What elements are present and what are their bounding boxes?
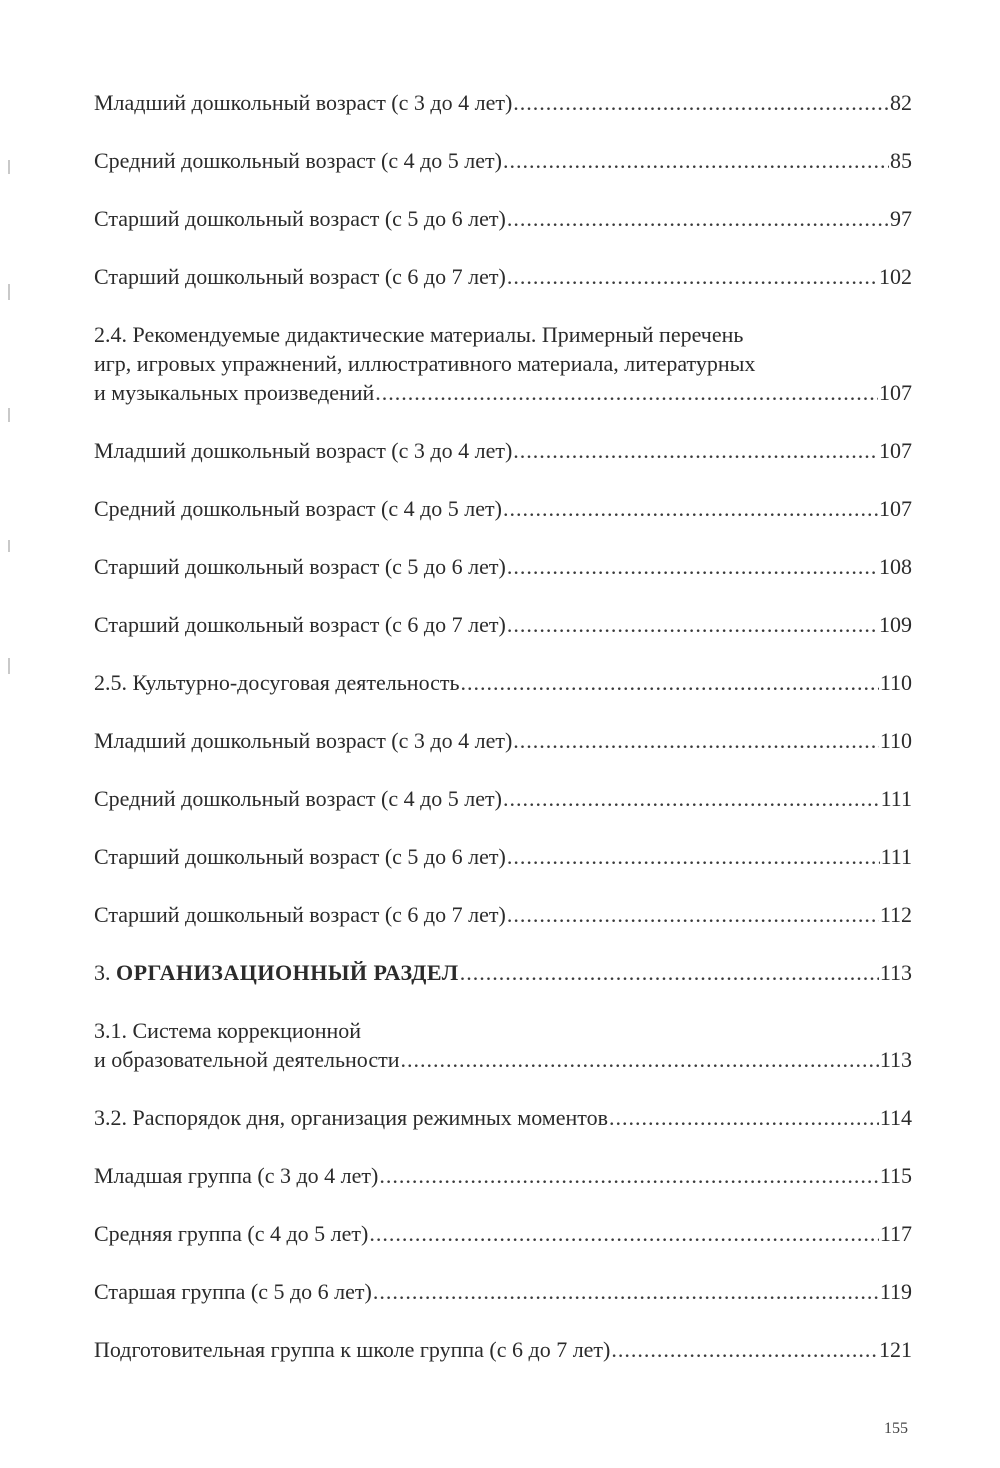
dot-leader — [503, 784, 880, 813]
toc-entry-title: 2.5. Культурно-досуговая деятельность — [94, 670, 460, 695]
dot-leader — [507, 552, 878, 581]
dot-leader — [507, 204, 889, 233]
toc-entry[interactable] — [94, 726, 912, 755]
toc-entry[interactable] — [94, 1277, 912, 1306]
toc-page-number: 97 — [890, 206, 912, 231]
toc-entry[interactable] — [94, 1219, 912, 1248]
dot-leader — [609, 1103, 879, 1132]
dot-leader — [513, 88, 889, 117]
toc-page-number: 85 — [890, 148, 912, 173]
table-of-contents — [94, 88, 912, 1393]
toc-page-number: 102 — [879, 264, 912, 289]
toc-page-number: 110 — [879, 728, 912, 753]
dot-leader — [513, 436, 878, 465]
toc-page-number: 121 — [879, 1337, 912, 1362]
dot-leader — [507, 262, 878, 291]
toc-entry[interactable] — [94, 320, 912, 407]
toc-entry[interactable] — [94, 494, 912, 523]
section-title: ОРГАНИЗАЦИОННЫЙ РАЗДЕЛ — [116, 960, 459, 985]
toc-page-number: 107 — [879, 438, 912, 463]
toc-page-number: 112 — [879, 902, 912, 927]
toc-page-number: 114 — [879, 1105, 912, 1130]
toc-page-number: 111 — [880, 786, 912, 811]
toc-entry-title: Младший дошкольный возраст (с 3 до 4 лет) — [94, 90, 513, 115]
toc-entry-title-line: 2.4. Рекомендуемые дидактические материалы. Примерный перечень — [94, 322, 744, 347]
toc-entry[interactable] — [94, 1016, 912, 1074]
toc-entry-title: Средний дошкольный возраст (с 4 до 5 лет) — [94, 496, 502, 521]
toc-page-number: 109 — [879, 612, 912, 637]
toc-entry-title: Младший дошкольный возраст (с 3 до 4 лет) — [94, 728, 513, 753]
toc-page-number: 108 — [879, 554, 912, 579]
toc-entry[interactable] — [94, 784, 912, 813]
dot-leader — [460, 958, 879, 987]
toc-entry[interactable] — [94, 610, 912, 639]
toc-entry-title: и образовательной деятельности — [94, 1047, 400, 1072]
toc-page-number: 113 — [879, 1047, 912, 1072]
toc-page-number: 82 — [890, 90, 912, 115]
toc-page-number: 111 — [880, 844, 912, 869]
toc-entry-title: Младший дошкольный возраст (с 3 до 4 лет) — [94, 438, 513, 463]
toc-entry-title: Старшая группа (с 5 до 6 лет) — [94, 1279, 372, 1304]
toc-page-number: 107 — [879, 380, 912, 405]
toc-entry-title: и музыкальных произведений — [94, 380, 375, 405]
toc-entry[interactable] — [94, 552, 912, 581]
toc-page-number: 113 — [879, 960, 912, 985]
toc-entry-title: Подготовительная группа к школе группа (с 6 до 7 лет) — [94, 1337, 611, 1362]
toc-entry[interactable] — [94, 88, 912, 117]
dot-leader — [503, 494, 878, 523]
dot-leader — [507, 610, 878, 639]
toc-entry[interactable] — [94, 1103, 912, 1132]
toc-entry-title-line: игр, игровых упражнений, иллюстративного материала, литературных — [94, 351, 756, 376]
scan-margin-mark — [8, 540, 10, 552]
toc-page-number: 115 — [879, 1163, 912, 1188]
dot-leader — [461, 668, 879, 697]
toc-entry[interactable] — [94, 146, 912, 175]
dot-leader — [373, 1277, 879, 1306]
page-number: 155 — [884, 1420, 908, 1437]
dot-leader — [375, 378, 878, 407]
toc-page-number: 107 — [879, 496, 912, 521]
toc-entry-title: Старший дошкольный возраст (с 6 до 7 лет) — [94, 612, 506, 637]
toc-entry[interactable] — [94, 1335, 912, 1364]
scan-margin-mark — [8, 658, 10, 674]
toc-entry[interactable] — [94, 1161, 912, 1190]
toc-entry-title: Старший дошкольный возраст (с 6 до 7 лет) — [94, 902, 506, 927]
dot-leader — [379, 1161, 878, 1190]
toc-entry-title: Старший дошкольный возраст (с 5 до 6 лет) — [94, 844, 506, 869]
toc-entry-title: Старший дошкольный возраст (с 5 до 6 лет) — [94, 554, 506, 579]
dot-leader — [400, 1045, 878, 1074]
toc-entry[interactable] — [94, 262, 912, 291]
scan-margin-mark — [8, 284, 10, 300]
dot-leader — [507, 842, 880, 871]
scan-margin-mark — [8, 408, 10, 422]
toc-entry-title: Средняя группа (с 4 до 5 лет) — [94, 1221, 369, 1246]
toc-page-number: 110 — [879, 670, 912, 695]
dot-leader — [507, 900, 879, 929]
toc-entry[interactable] — [94, 436, 912, 465]
dot-leader — [369, 1219, 878, 1248]
toc-entry-title: Старший дошкольный возраст (с 6 до 7 лет) — [94, 264, 506, 289]
toc-entry[interactable] — [94, 900, 912, 929]
toc-page-number: 119 — [879, 1279, 912, 1304]
toc-entry-title-line: 3.1. Система коррекционной — [94, 1018, 362, 1043]
toc-entry-title: Средний дошкольный возраст (с 4 до 5 лет) — [94, 786, 502, 811]
toc-entry[interactable] — [94, 204, 912, 233]
toc-entry-title: 3.2. Распорядок дня, организация режимных моментов — [94, 1105, 608, 1130]
dot-leader — [503, 146, 889, 175]
dot-leader — [513, 726, 879, 755]
section-number: 3. — [94, 960, 111, 985]
toc-entry-title: Младшая группа (с 3 до 4 лет) — [94, 1163, 379, 1188]
toc-entry-title: Средний дошкольный возраст (с 4 до 5 лет) — [94, 148, 502, 173]
toc-entry[interactable] — [94, 668, 912, 697]
toc-entry[interactable] — [94, 842, 912, 871]
toc-entry-title: Старший дошкольный возраст (с 5 до 6 лет) — [94, 206, 506, 231]
scan-margin-mark — [8, 160, 10, 174]
toc-page-number: 117 — [879, 1221, 912, 1246]
toc-section-heading[interactable] — [94, 958, 912, 987]
dot-leader — [611, 1335, 878, 1364]
